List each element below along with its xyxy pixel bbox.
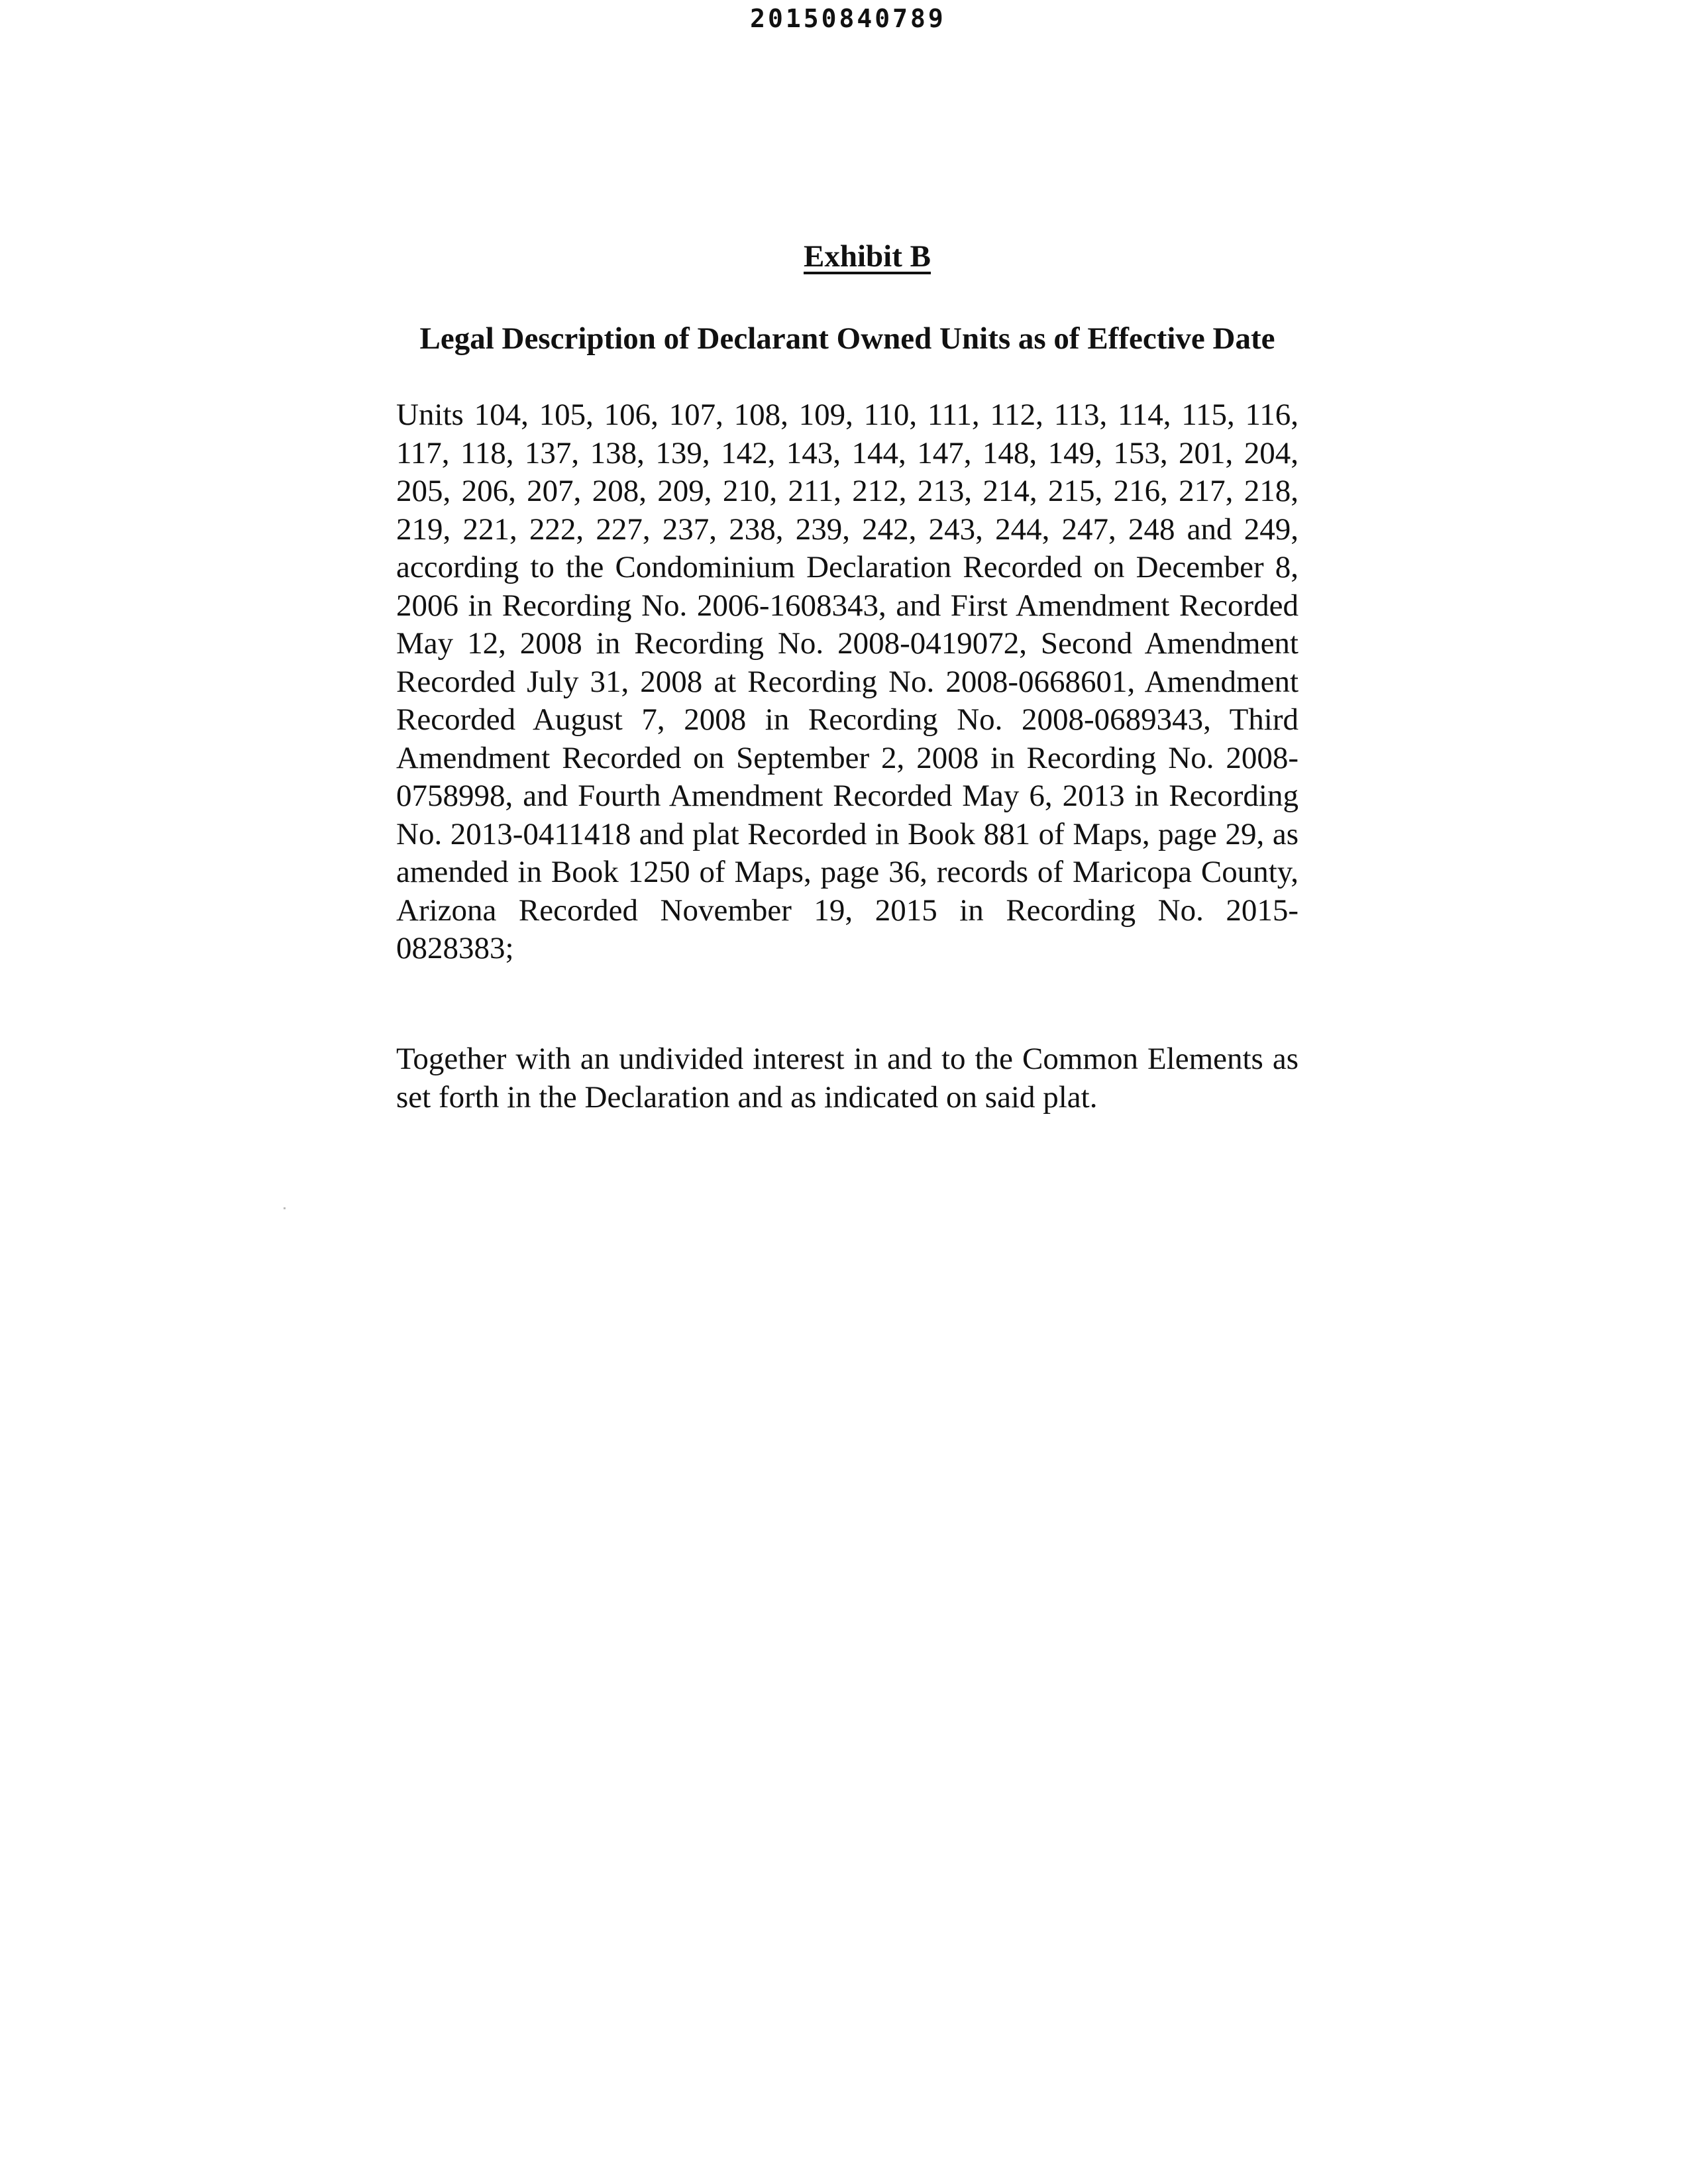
scan-speck — [284, 1207, 286, 1209]
exhibit-title: Exhibit B — [804, 239, 931, 274]
exhibit-subtitle: Legal Description of Declarant Owned Units as of Effective Date — [419, 321, 1275, 356]
common-elements-paragraph: Together with an undivided interest in and to the Common Elements as set forth in the Declaration and as indicated on said plat. — [396, 1042, 1298, 1115]
legal-description-paragraph: Units 104, 105, 106, 107, 108, 109, 110, 111, 112, 113, 114, 115, 116, 117, 118, 137, 138, 139, 142, 143, 144, 147, 148, 149, 153, 201, 204, 205, 206, 207, 208, 209, 210, 211, 212, 213, 214, 215, 216, 217, 218, 219, 221, 222, 227, 237, 238, 239, 242, 243, 244, 247, 248 and 249, according to the Condominium Declaration Recorded on December 8, 2006 in Recording No. 2006-1608343, and First Amendment Recorded May 12, 2008 in Recording No. 2008-0419072, Second Amendment Recorded July 31, 2008 at Recording No. 2008-0668601, Amendment Recorded August 7, 2008 in Recording No. 2008-0689343, Third Amendment Recorded on September 2, 2008 in Recording No. 2008-0758998, and Fourth Amendment Recorded May 6, 2013 in Recording No. 2013-0411418 and plat Recorded in Book 881 of Maps, page 29, as amended in Book 1250 of Maps, page 36, records of Maricopa County, Arizona Recorded November 19, 2015 in Recording No. 2015-0828383; — [396, 398, 1298, 965]
recording-number: 20150840789 — [750, 4, 946, 33]
exhibit-content — [396, 239, 1298, 1115]
